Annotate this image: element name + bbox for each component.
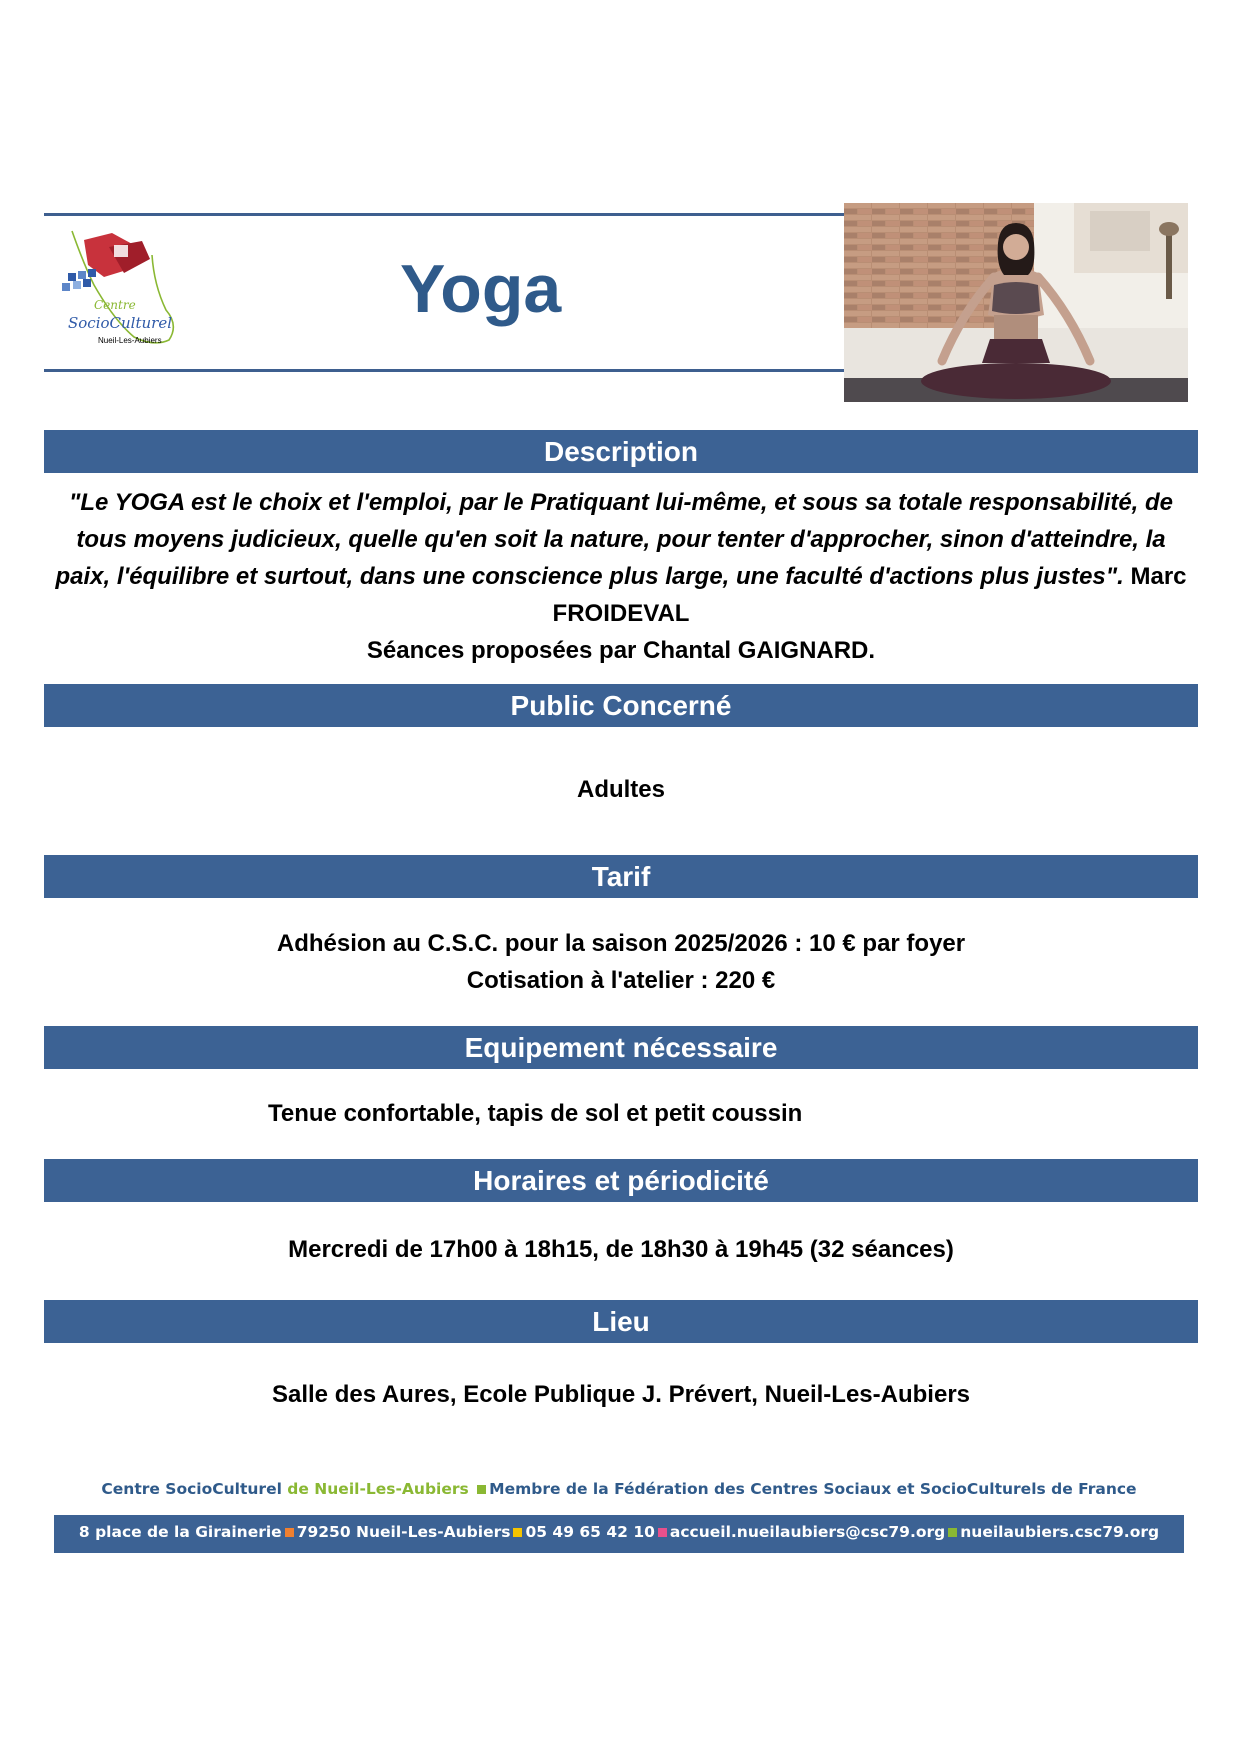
description-text (44, 484, 1198, 669)
description-presenter: Séances proposées par Chantal GAIGNARD. (366, 637, 876, 664)
footer-phone: 05 49 65 42 10 (525, 1523, 655, 1541)
header-bottom-rule (44, 369, 844, 372)
description-author: Marc FROIDEVAL (552, 563, 1187, 627)
logo-text-socioculturel: SocioCulturel (68, 314, 173, 332)
page-title: Yoga (400, 251, 562, 327)
horaires-value: Mercredi de 17h00 à 18h15, de 18h30 à 19h45 (32 séances) (288, 1236, 954, 1263)
tarif-heading: Tarif (44, 855, 1198, 898)
public-heading: Public Concerné (44, 684, 1198, 727)
csc-logo (54, 225, 184, 365)
green-square-icon (948, 1528, 957, 1537)
public-value: Adultes (576, 776, 665, 803)
lieu-heading: Lieu (44, 1300, 1198, 1343)
green-square-icon (477, 1485, 486, 1494)
header-top-rule (44, 213, 844, 216)
horaires-heading: Horaires et périodicité (44, 1159, 1198, 1202)
footer-address: 8 place de la Girainerie (78, 1523, 282, 1541)
logo-text-town: Nueil-Les-Aubiers (98, 336, 162, 345)
yellow-square-icon (513, 1528, 522, 1537)
footer-organisation-line (54, 1480, 1184, 1498)
equipement-heading: Equipement nécessaire (44, 1026, 1198, 1069)
equipement-value: Tenue confortable, tapis de sol et petit coussin (268, 1100, 803, 1127)
description-quote: "Le YOGA est le choix et l'emploi, par le Pratiquant lui-même, et sous sa totale responsabilité, de tous moyens judicieux, quelle qu'en soit la nature, pour tenter d'approcher, sinon d'atteindre, la paix, l'équilibre et surtout, dans une conscience plus large, une faculté d'actions plus justes". (55, 489, 1174, 590)
description-heading: Description (44, 430, 1198, 473)
yoga-photo (844, 203, 1188, 402)
pink-square-icon (658, 1528, 667, 1537)
footer-city: 79250 Nueil-Les-Aubiers (296, 1523, 511, 1541)
footer-org-place: de Nueil-Les-Aubiers (287, 1480, 469, 1498)
footer-contact-line (54, 1523, 1184, 1541)
footer-email[interactable]: accueil.nueilaubiers@csc79.org (669, 1523, 946, 1541)
tarif-line-2: Cotisation à l'atelier : 220 € (466, 967, 776, 994)
logo-text-centre: Centre (94, 298, 136, 312)
footer-website[interactable]: nueilaubiers.csc79.org (960, 1523, 1160, 1541)
footer-membership: Membre de la Fédération des Centres Sociaux et SocioCulturels de France (489, 1480, 1137, 1498)
tarif-line-1: Adhésion au C.S.C. pour la saison 2025/2026 : 10 € par foyer (276, 930, 966, 957)
footer-contact-band (54, 1515, 1184, 1553)
lieu-value: Salle des Aures, Ecole Publique J. Prévert, Nueil-Les-Aubiers (271, 1381, 970, 1408)
footer-org-name: Centre SocioCulturel (101, 1480, 282, 1498)
orange-square-icon (285, 1528, 294, 1537)
